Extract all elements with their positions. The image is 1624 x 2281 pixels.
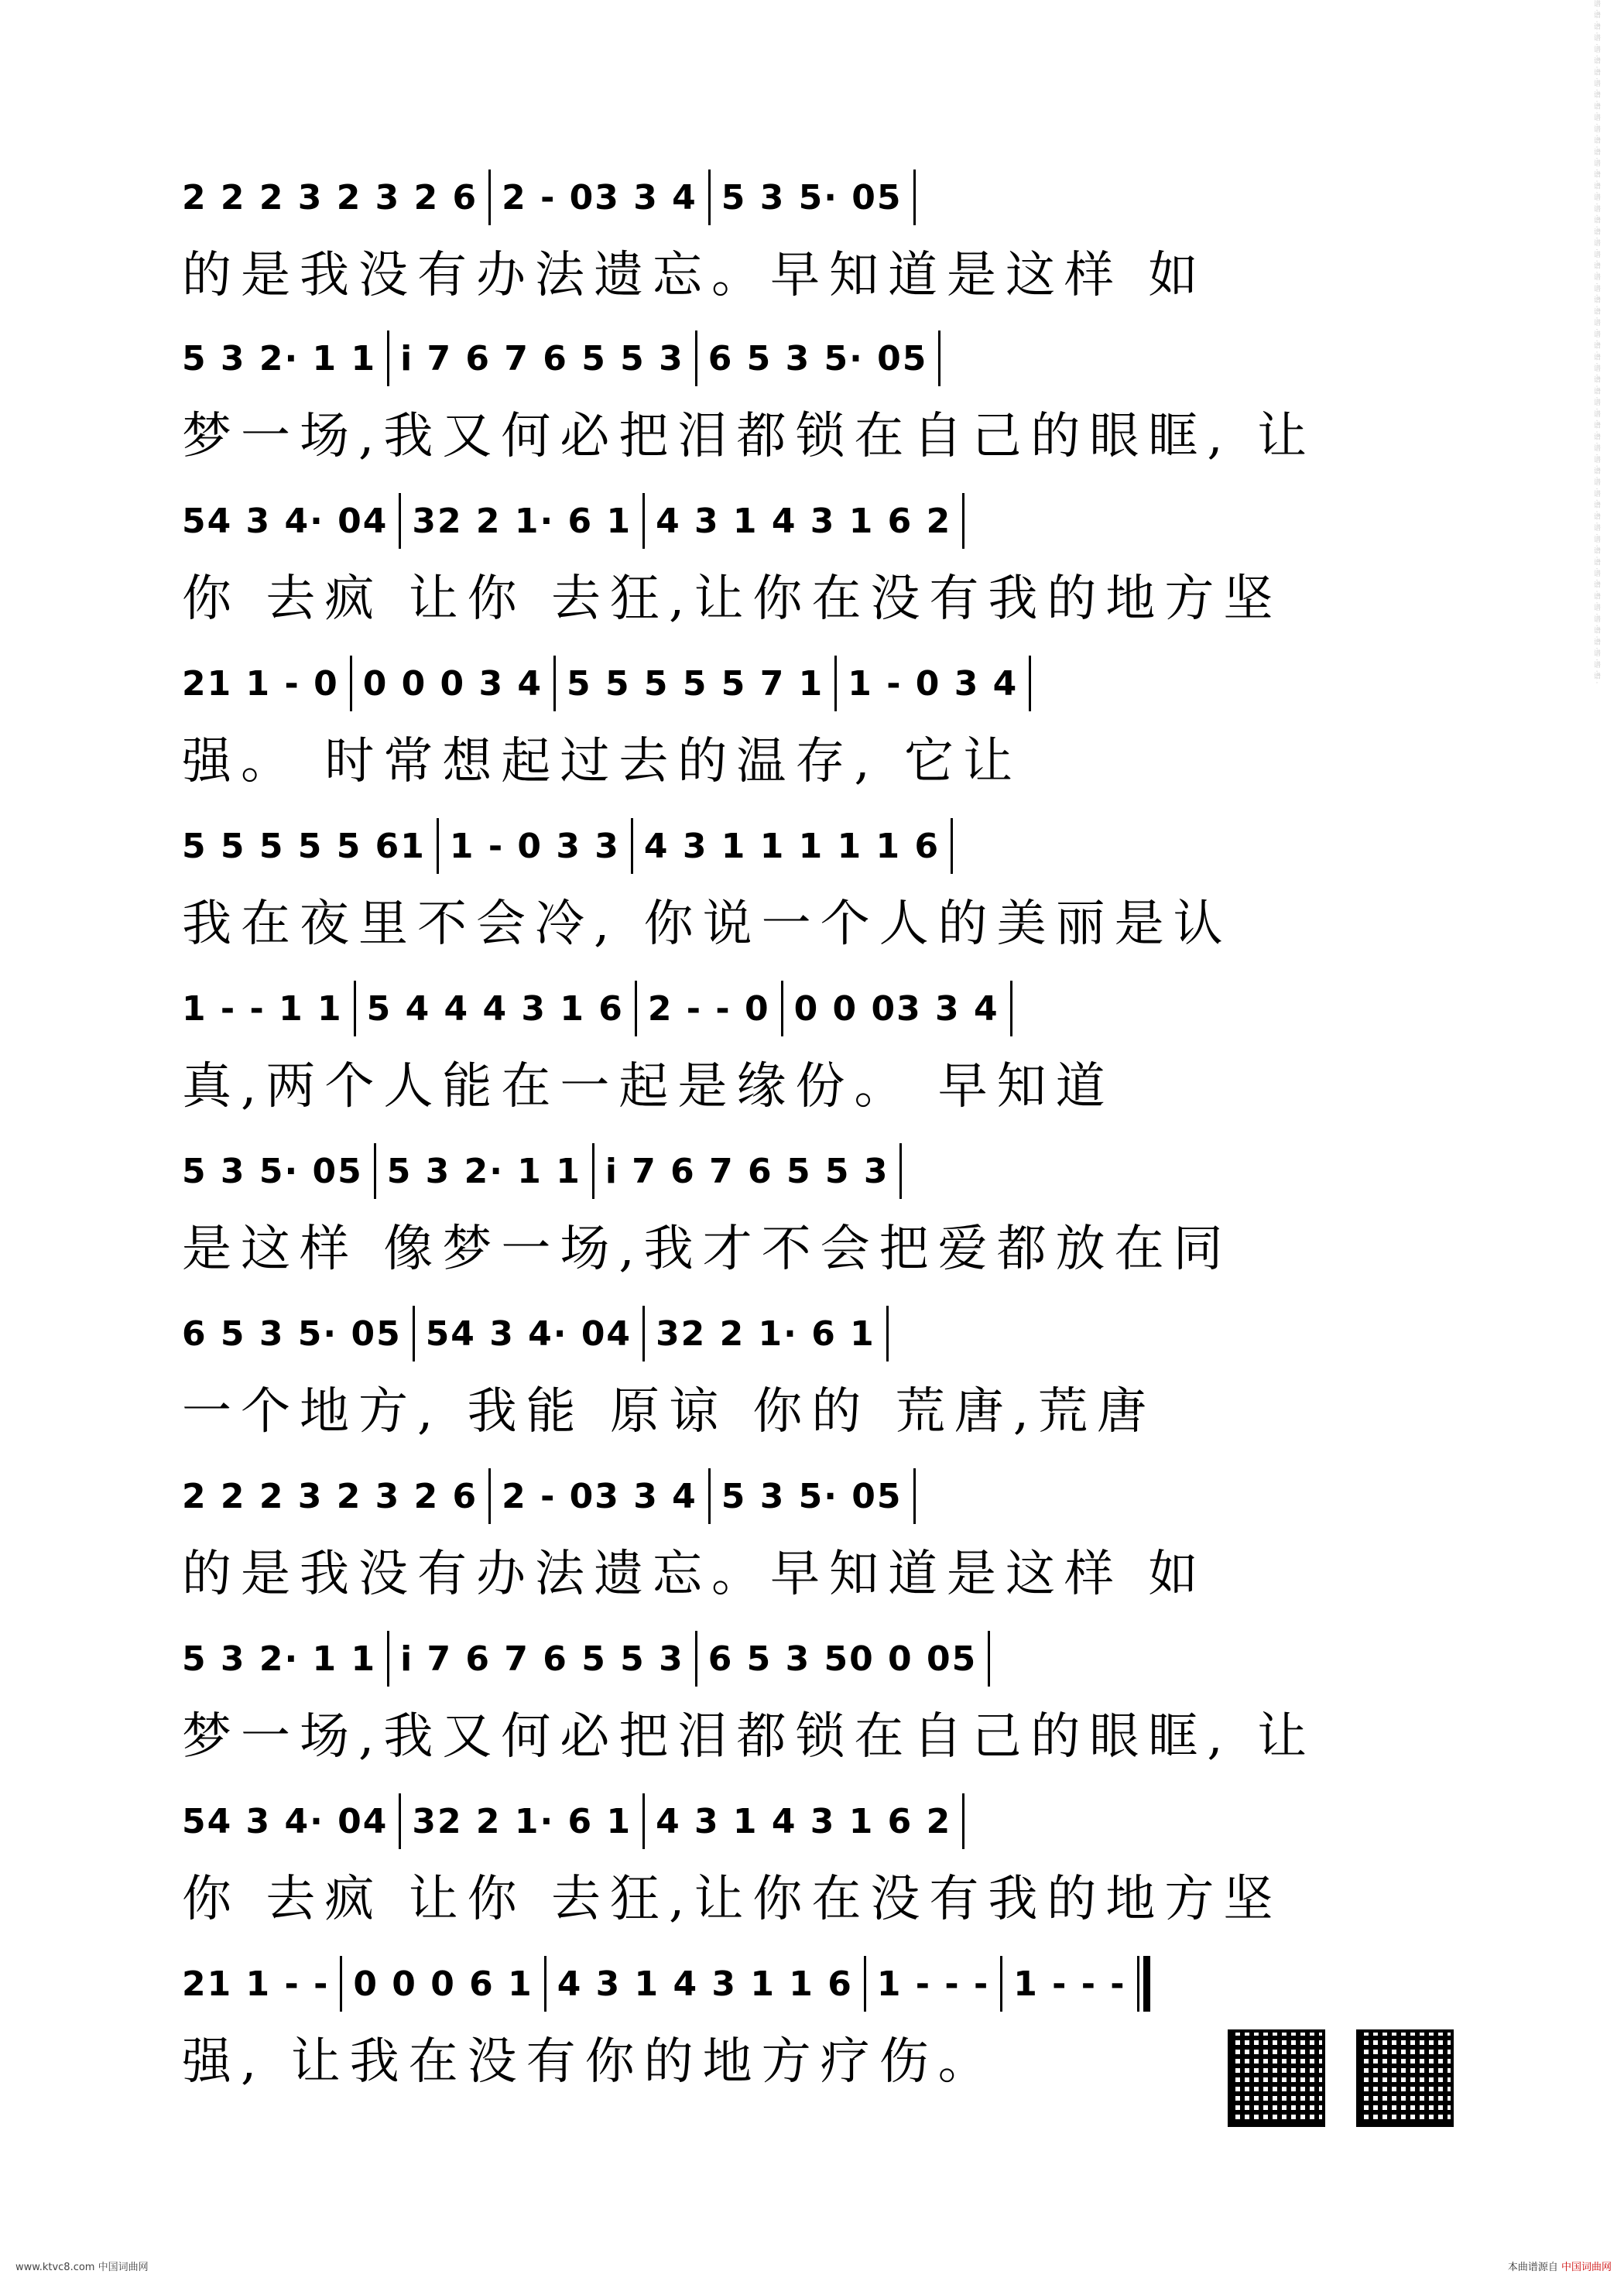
right-watermark-strip: 谱 ·谱 ·谱 ·谱 ·谱 ·谱 ·谱 ·谱 ·谱 ·谱 ·谱 ·谱 ·谱 ·谱 ·谱 ·谱 ·谱 ·谱 ·谱 ·谱 ·谱 ·谱 ·谱 ·谱 ·谱 ·谱 ·谱 ·谱 ·谱 ·谱 ·谱 ·谱 ·谱 ·谱 ·谱 ·谱 ·谱 ·谱 ·谱 ·谱 ·谱 ·谱 ·谱 ·谱 ·谱 ·谱 ·谱 ·谱 ·谱 ·谱 ·谱 ·谱 ·谱 ·谱 ·谱 ·谱 ·谱 ·谱 ·谱 ·谱 · <box>1592 0 1600 684</box>
barline <box>437 818 439 874</box>
measure: 2 - 03 3 4 <box>502 1476 697 1516</box>
lyrics-row: 一个地方, 我能 原谅 你的 荒唐,荒唐 <box>182 1383 1156 1440</box>
system-2 <box>182 324 1459 471</box>
measure: 5 5 5 5 5 7 1 <box>567 663 824 704</box>
measure: 21 1 - - <box>182 1964 330 2004</box>
system-11 <box>182 1786 1459 1933</box>
lyrics-row: 是这样 像梦一场,我才不会把爱都放在同 <box>182 1221 1232 1278</box>
measure: 54 3 4· 04 <box>182 501 389 541</box>
notes-row <box>182 1299 1459 1368</box>
notes-row <box>182 974 1459 1043</box>
barline <box>1010 981 1012 1036</box>
lyrics-row: 你 去疯 让你 去狂,让你在没有我的地方坚 <box>182 570 1283 628</box>
barline <box>913 1468 916 1524</box>
barline <box>399 1793 401 1849</box>
qr-code-2 <box>1356 2029 1454 2127</box>
measure: 4 3 1 1 1 1 1 6 <box>643 826 940 866</box>
measure: 5 3 5· 05 <box>721 1476 903 1516</box>
barline <box>387 1631 389 1687</box>
measure: 32 2 1· 6 1 <box>656 1313 875 1354</box>
measure: i 7 6 7 6 5 5 3 <box>400 338 684 378</box>
measure: 2 2 2 3 2 3 2 6 <box>182 1476 478 1516</box>
barline <box>635 981 637 1036</box>
barline <box>399 493 401 549</box>
barline <box>374 1143 376 1199</box>
barline <box>938 331 940 386</box>
measure: 4 3 1 4 3 1 6 2 <box>656 501 952 541</box>
measure: 0 0 03 3 4 <box>793 988 999 1029</box>
barline <box>951 818 953 874</box>
measure: 6 5 3 5· 05 <box>708 338 928 378</box>
measure: 4 3 1 4 3 1 6 2 <box>656 1801 952 1841</box>
lyrics-row: 的是我没有办法遗忘。早知道是这样 如 <box>182 247 1208 304</box>
measure: 0 0 0 3 4 <box>362 663 543 704</box>
measure: 32 2 1· 6 1 <box>412 501 632 541</box>
notes-row <box>182 1786 1459 1856</box>
footer-right <box>1508 2259 1612 2273</box>
measure: 6 5 3 5· 05 <box>182 1313 402 1354</box>
notes-row <box>182 324 1459 393</box>
barline <box>631 818 633 874</box>
barline <box>340 1956 342 2012</box>
measure: 1 - - - <box>876 1964 990 2004</box>
barline <box>642 493 645 549</box>
lyrics-row: 梦一场,我又何必把泪都锁在自己的眼眶, 让 <box>182 408 1317 465</box>
system-8 <box>182 1299 1459 1446</box>
measure: 0 0 0 6 1 <box>353 1964 533 2004</box>
system-3 <box>182 486 1459 633</box>
measure: 5 3 5· 05 <box>721 177 903 217</box>
measure: 2 - - 0 <box>647 988 770 1029</box>
barline <box>354 981 356 1036</box>
measure: 4 3 1 4 3 1 1 6 <box>557 1964 853 2004</box>
measure: 5 3 2· 1 1 <box>386 1151 581 1191</box>
measure: 2 - 03 3 4 <box>502 177 697 217</box>
barline <box>592 1143 594 1199</box>
barline <box>642 1306 645 1361</box>
measure: 54 3 4· 04 <box>182 1801 389 1841</box>
measure: 5 3 2· 1 1 <box>182 1639 377 1679</box>
barline <box>886 1306 889 1361</box>
measure: 1 - 0 3 3 <box>449 826 620 866</box>
lyrics-row: 我在夜里不会冷, 你说一个人的美丽是认 <box>182 896 1232 953</box>
system-1 <box>182 163 1459 310</box>
barline <box>962 493 964 549</box>
barline <box>781 981 783 1036</box>
system-9 <box>182 1461 1459 1608</box>
barline <box>413 1306 415 1361</box>
notes-row <box>182 1949 1459 2019</box>
notes-row <box>182 486 1459 556</box>
lyrics-row: 真,两个人能在一起是缘份。 早知道 <box>182 1058 1115 1115</box>
barline <box>962 1793 964 1849</box>
measure: 2 2 2 3 2 3 2 6 <box>182 177 478 217</box>
barline <box>695 331 697 386</box>
notes-row <box>182 649 1459 718</box>
system-4 <box>182 649 1459 796</box>
measure: 1 - - - <box>1013 1964 1126 2004</box>
barline <box>1000 1956 1002 2012</box>
barline <box>1137 1956 1150 2012</box>
notes-row <box>182 163 1459 232</box>
barline <box>913 170 916 225</box>
lyrics-row: 的是我没有办法遗忘。早知道是这样 如 <box>182 1546 1208 1603</box>
lyrics-row: 你 去疯 让你 去狂,让你在没有我的地方坚 <box>182 1871 1283 1928</box>
notes-row <box>182 1624 1459 1694</box>
notes-row <box>182 1461 1459 1531</box>
lyrics-row: 梦一场,我又何必把泪都锁在自己的眼眶, 让 <box>182 1708 1317 1766</box>
measure: 5 3 2· 1 1 <box>182 338 377 378</box>
barline <box>488 1468 491 1524</box>
barline <box>488 170 491 225</box>
footer-source-site: 中国词曲网 <box>1561 2262 1612 2273</box>
footer-left: www.ktvc8.com 中国词曲网 <box>15 2262 149 2273</box>
barline <box>708 1468 711 1524</box>
measure: i 7 6 7 6 5 5 3 <box>605 1151 889 1191</box>
barline <box>695 1631 697 1687</box>
lyrics-row: 强。 时常想起过去的温存, 它让 <box>182 733 1023 790</box>
system-5 <box>182 811 1459 958</box>
notes-row <box>182 811 1459 881</box>
system-7 <box>182 1136 1459 1283</box>
measure: i 7 6 7 6 5 5 3 <box>400 1639 684 1679</box>
barline <box>899 1143 902 1199</box>
barline <box>544 1956 546 2012</box>
qr-code-1 <box>1228 2029 1325 2127</box>
measure: 54 3 4· 04 <box>425 1313 632 1354</box>
barline <box>553 656 556 711</box>
barline <box>1029 656 1031 711</box>
barline <box>708 170 711 225</box>
barline <box>988 1631 990 1687</box>
barline <box>642 1793 645 1849</box>
footer-source-label: 本曲谱源自 <box>1507 2262 1558 2273</box>
measure: 5 5 5 5 5 61 <box>182 826 426 866</box>
measure: 21 1 - 0 <box>182 663 339 704</box>
barline <box>387 331 389 386</box>
left-watermark-strip <box>6 0 17 683</box>
measure: 5 4 4 4 3 1 6 <box>366 988 624 1029</box>
barline <box>864 1956 866 2012</box>
notes-row <box>182 1136 1459 1206</box>
measure: 1 - - 1 1 <box>182 988 343 1029</box>
system-10 <box>182 1624 1459 1771</box>
measure: 6 5 3 50 0 05 <box>708 1639 978 1679</box>
measure: 1 - 0 3 4 <box>848 663 1019 704</box>
barline <box>834 656 837 711</box>
system-6 <box>182 974 1459 1121</box>
lyrics-row: 强, 让我在没有你的地方疗伤。 <box>182 2033 997 2091</box>
measure: 5 3 5· 05 <box>182 1151 363 1191</box>
barline <box>350 656 352 711</box>
measure: 32 2 1· 6 1 <box>412 1801 632 1841</box>
